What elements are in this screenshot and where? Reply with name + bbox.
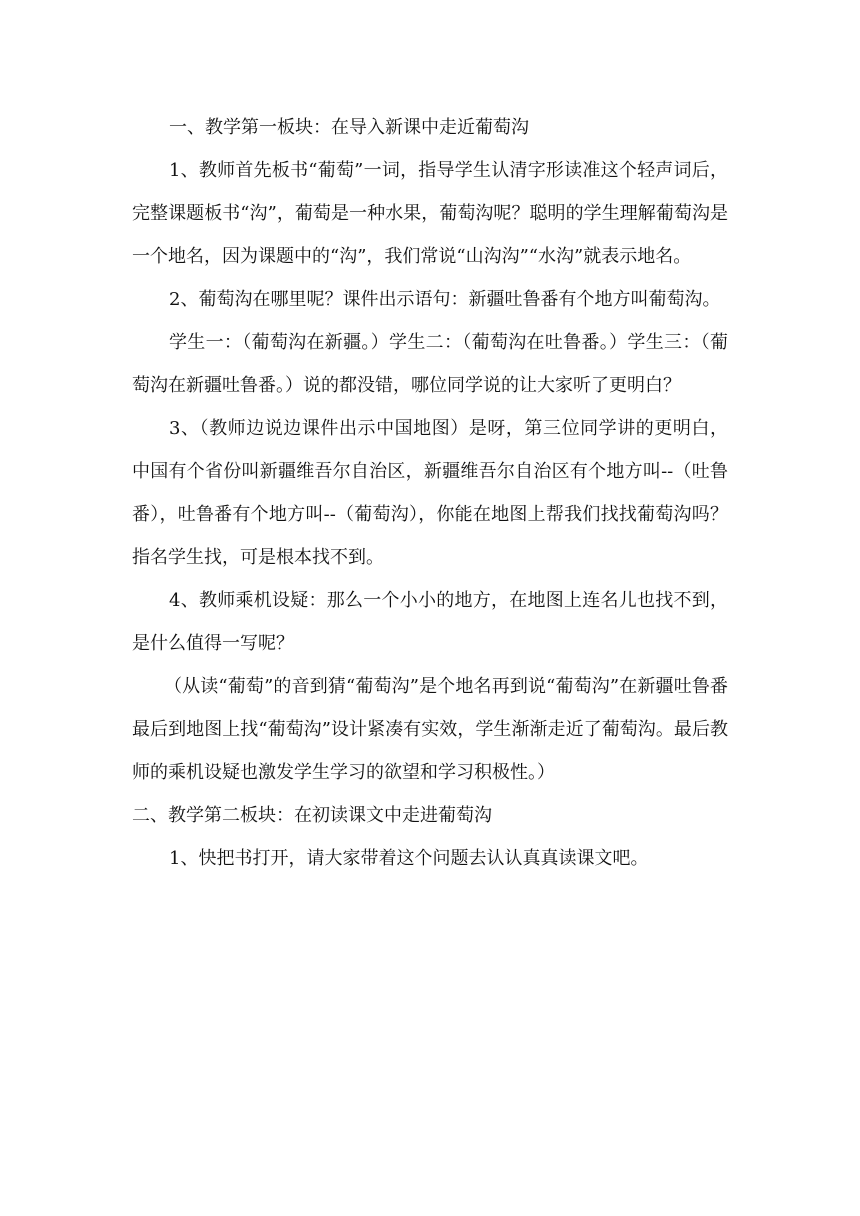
paragraph-4: 3、（教师边说边课件出示中国地图）是呀，第三位同学讲的更明白，中国有个省份叫新疆维吾尔自治区，新疆维吾尔自治区有个地方叫--（吐鲁番），吐鲁番有个地方叫--（葡萄沟），你能在地图上帮我们找找葡萄沟吗？指名学生找，可是根本找不到。 [132,418,728,568]
document-body [132,106,728,880]
paragraph-commentary: （从读“葡萄”的音到猜“葡萄沟”是个地名再到说“葡萄沟”在新疆吐鲁番最后到地图上找“葡萄沟”设计紧凑有实效，学生渐渐走近了葡萄沟。最后教师的乘机设疑也激发学生学习的欲望和学习积极性。） [132,676,728,783]
paragraph-1: 1、教师首先板书“葡萄”一词，指导学生认清字形读准这个轻声词后，完整课题板书“沟”，葡萄是一种水果，葡萄沟呢？聪明的学生理解葡萄沟是一个地名，因为课题中的“沟”，我们常说“山沟沟”“水沟”就表示地名。 [132,160,728,267]
paragraph-3: 学生一：（葡萄沟在新疆。）学生二：（葡萄沟在吐鲁番。）学生三：（葡萄沟在新疆吐鲁番。）说的都没错，哪位同学说的让大家听了更明白？ [132,332,728,396]
section-heading-1: 一、教学第一板块：在导入新课中走近葡萄沟 [169,117,529,138]
paragraph-5: 4、教师乘机设疑：那么一个小小的地方，在地图上连名儿也找不到，是什么值得一写呢？ [132,590,728,654]
paragraph-2: 2、葡萄沟在哪里呢？课件出示语句：新疆吐鲁番有个地方叫葡萄沟。 [169,289,721,310]
section-heading-2: 二、教学第二板块：在初读课文中走进葡萄沟 [132,805,492,826]
paragraph-6: 1、快把书打开，请大家带着这个问题去认认真真读课文吧。 [169,848,649,869]
